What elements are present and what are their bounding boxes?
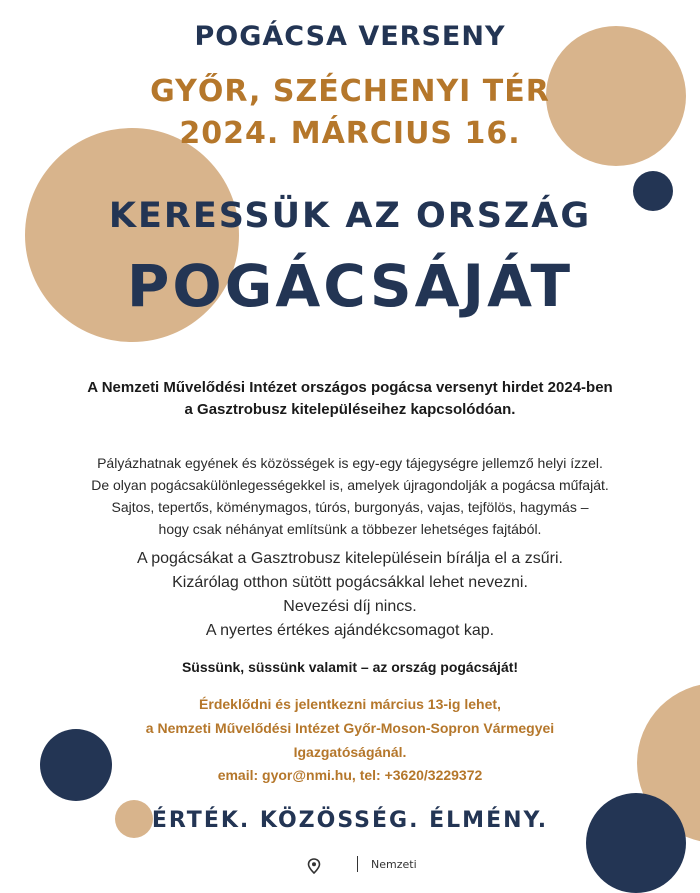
paragraph2-line: A pogácsákat a Gasztrobusz kitelepülésein bírálja el a zsűri. xyxy=(136,550,563,567)
event-date: 2024. MÁRCIUS 16. xyxy=(179,116,521,151)
tagline: ÉRTÉK. KÖZÖSSÉG. ÉLMÉNY. xyxy=(151,808,549,833)
paragraph1-line: Sajtos, tepertős, köménymagos, túrós, burgonyás, vajas, tejfölös, hagymás – xyxy=(111,499,589,515)
contact-line: Igazgatóságánál. xyxy=(293,744,407,760)
decor-circle-navy-bottom-left xyxy=(40,729,112,801)
paragraph2-line: Kizárólag otthon sütött pogácsákkal lehet nevezni. xyxy=(172,574,528,591)
event-location: GYŐR, SZÉCHENYI TÉR xyxy=(150,74,550,109)
contact-info: email: gyor@nmi.hu, tel: +3620/3229372 xyxy=(217,767,483,783)
intro-line: A Nemzeti Művelődési Intézet országos pogácsa versenyt hirdet 2024-ben xyxy=(87,379,613,396)
contact-line: a Nemzeti Művelődési Intézet Győr-Moson-Sopron Vármegyei xyxy=(145,720,555,736)
paragraph1-line: De olyan pogácsakülönlegességekkel is, amelyek újragondolják a pogácsa műfaját. xyxy=(91,477,609,493)
contact-line: Érdeklődni és jelentkezni március 13-ig lehet, xyxy=(199,696,501,712)
paragraph1-line: hogy csak néhányat említsünk a többezer lehetséges fajtából. xyxy=(158,521,542,537)
headline-line-1: KERESSÜK AZ ORSZÁG xyxy=(108,196,592,236)
headline-line-2: POGÁCSÁJÁT xyxy=(126,252,574,320)
intro-line: a Gasztrobusz kitelepüléseihez kapcsolódóan. xyxy=(184,401,516,418)
paragraph2-line: Nevezési díj nincs. xyxy=(283,598,417,615)
location-pin-icon xyxy=(306,858,322,874)
event-title: POGÁCSA VERSENY xyxy=(194,21,506,52)
paragraph1-line: Pályázhatnak egyének és közösségek is egy-egy tájegységre jellemző helyi ízzel. xyxy=(97,455,603,471)
footer-divider xyxy=(357,856,358,872)
slogan: Süssünk, süssünk valamit – az ország pogácsáját! xyxy=(181,659,519,675)
footer-logo-text: Nemzeti xyxy=(371,858,417,871)
paragraph2-line: A nyertes értékes ajándékcsomagot kap. xyxy=(205,622,495,639)
